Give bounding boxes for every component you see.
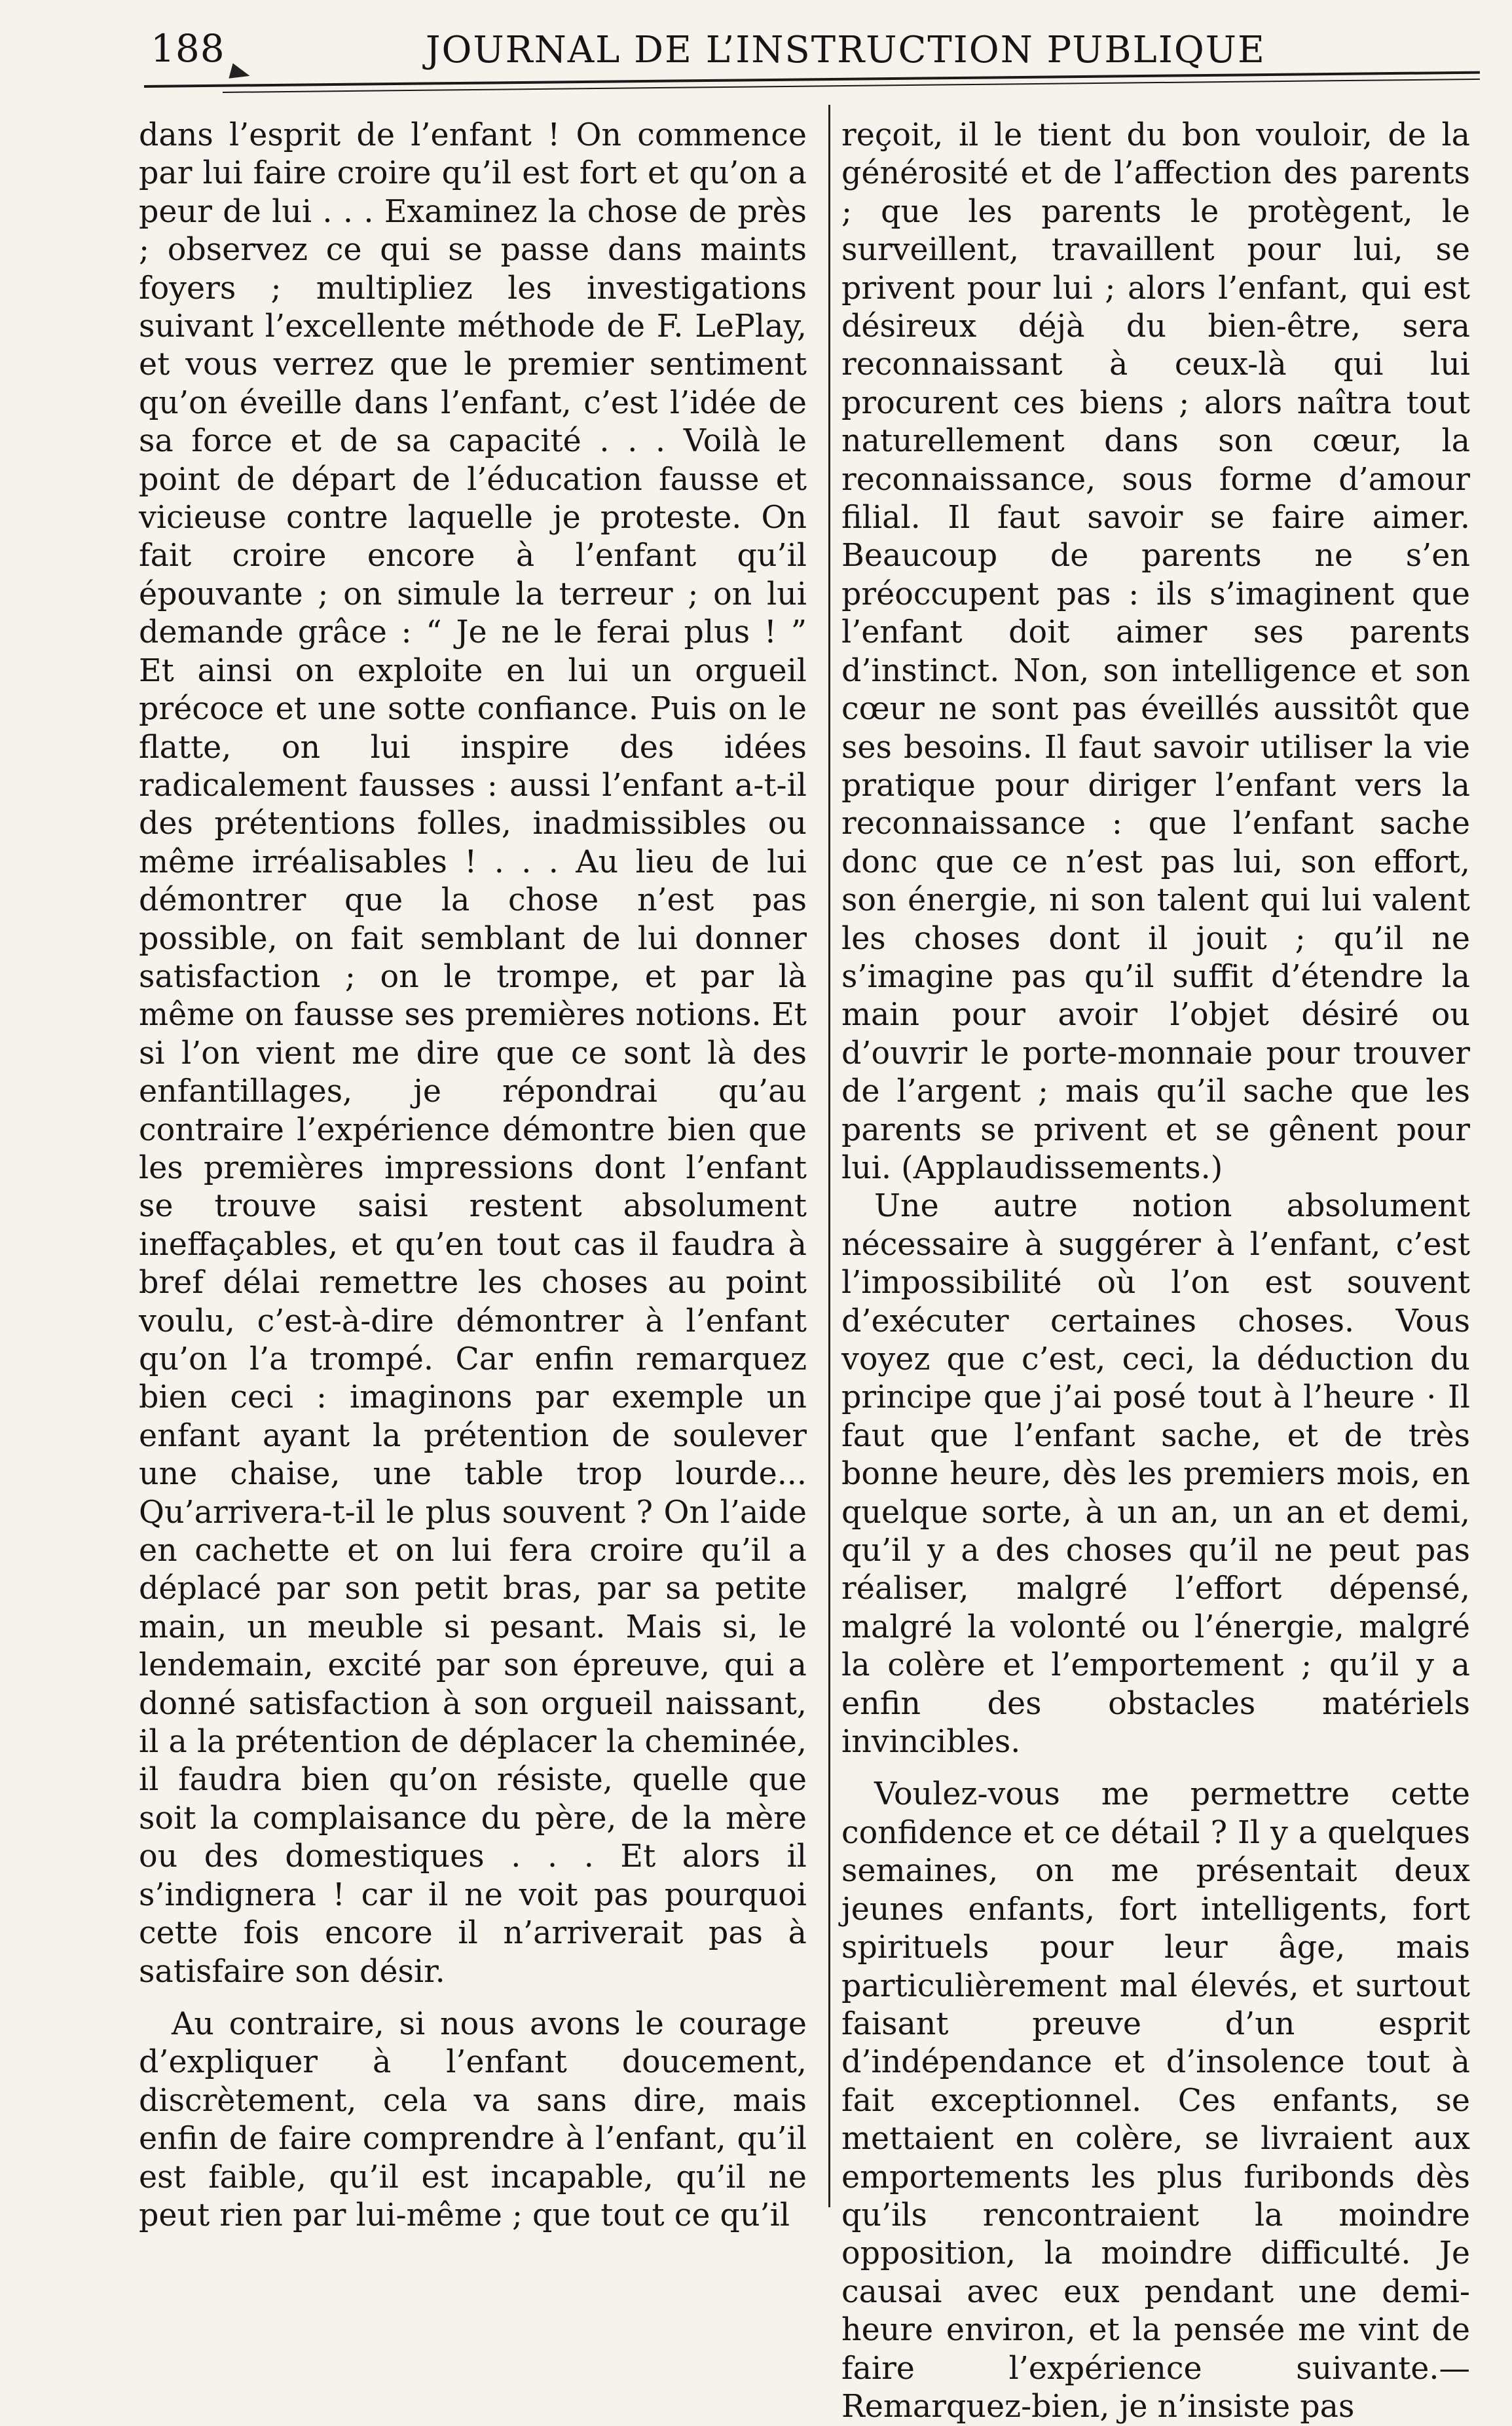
running-title: JOURNAL DE L’INSTRUCTION PUBLIQUE bbox=[426, 29, 1266, 71]
paragraph: Voulez-vous me permettre cette confidence et ce détail ? Il y a quelques semaines, on me présentait deux jeunes enfants, fort intelligents, fort spirituels pour leur âge, mais particulièrement mal élevés, et surtout faisant preuve d’un esprit d’indépendance et d’insolence tout à fait exceptionnel. Ces enfants, se mettaient en colère, se livraient aux emportements les plus furibonds dès qu’ils rencontraient la moindre opposition, la moindre difficulté. Je causai avec eux pendant une demi-heure environ, et la pensée me vint de faire l’expérience suivante.—Remarquez-bien, je n’insiste pas bbox=[841, 1776, 1470, 2425]
page-header bbox=[151, 20, 1329, 79]
paragraph: Au contraire, si nous avons le courage d’expliquer à l’enfant doucement, discrètement, cela va sans dire, mais enfin de faire comprendre à l’enfant, qu’il est faible, qu’il est incapable, qu’il ne peut rien par lui-même ; que tout ce qu’il bbox=[139, 2006, 807, 2233]
paragraph: reçoit, il le tient du bon vouloir, de la générosité et de l’affection des parents ; que les parents le protègent, le surveillent, travaillent pour lui, se privent pour lui ; alors l’enfant, qui est désireux déjà du bien-être, sera reconnaissant à ceux-là qui lui procurent ces biens ; alors naîtra tout naturellement dans son cœur, la reconnaissance, sous forme d’amour filial. Il faut savoir se faire aimer. Beaucoup de parents ne s’en préoccupent pas : ils s’imaginent que l’enfant doit aimer ses parents d’instinct. Non, son intelligence et son cœur ne sont pas éveillés aussitôt que ses besoins. Il faut savoir utiliser la vie pratique pour diriger l’enfant vers la reconnaissance : que l’enfant sache donc que ce n’est pas lui, son effort, son énergie, ni son talent qui lui valent les choses dont il jouit ; qu’il ne s’imagine pas qu’il suffit d’étendre la main pour avoir l’objet désiré ou d’ouvrir le porte-monnaie pour trouver de l’argent ; mais qu’il sache que les parents se privent et se gênent pour lui. (Applaudissements.) bbox=[841, 117, 1470, 1186]
left-column bbox=[139, 117, 807, 2235]
right-column bbox=[841, 117, 1470, 2426]
page-number: 188 bbox=[151, 26, 225, 71]
column-divider bbox=[828, 105, 830, 2207]
header-rule-thin bbox=[223, 79, 1480, 93]
paragraph: Une autre notion absolument nécessaire à suggérer à l’enfant, c’est l’impossibilité où l’on est souvent d’exécuter certaines choses. Vous voyez que c’est, ceci, la déduction du principe que j’ai posé tout à l’heure · Il faut que l’enfant sache, et de très bonne heure, dès les premiers mois, en quelque sorte, à un an, un an et demi, qu’il y a des choses qu’il ne peut pas réaliser, malgré l’effort dépensé, malgré la volonté ou l’énergie, malgré la colère et l’emportement ; qu’il y a enfin des obstacles matériels invincibles. bbox=[841, 1188, 1470, 1761]
paragraph: dans l’esprit de l’enfant ! On commence par lui faire croire qu’il est fort et qu’on a peur de lui . . . Examinez la chose de près ; observez ce qui se passe dans maints foyers ; multipliez les investigations suivant l’excellente méthode de F. LePlay, et vous verrez que le premier sentiment qu’on éveille dans l’enfant, c’est l’idée de sa force et de sa capacité . . . Voilà le point de départ de l’éducation fausse et vicieuse contre laquelle je proteste. On fait croire encore à l’enfant qu’il épouvante ; on simule la terreur ; on lui demande grâce : “ Je ne le ferai plus ! ” Et ainsi on exploite en lui un orgueil précoce et une sotte confiance. Puis on le flatte, on lui inspire des idées radicalement fausses : aussi l’enfant a-t-il des prétentions folles, inadmissibles ou même irréalisables ! . . . Au lieu de lui démontrer que la chose n’est pas possible, on fait semblant de lui donner satisfaction ; on le trompe, et par là même on fausse ses premières notions. Et si l’on vient me dire que ce sont là des enfantillages, je répondrai qu’au contraire l’expérience démontre bien que les premières impressions dont l’enfant se trouve saisi restent absolument ineffaçables, et qu’en tout cas il faudra à bref délai remettre les choses au point voulu, c’est-à-dire démontrer à l’enfant qu’on l’a trompé. Car enfin remarquez bien ceci : imaginons par exemple un enfant ayant la prétention de soulever une chaise, une table trop lourde... Qu’arrivera-t-il le plus souvent ? On l’aide en cachette et on lui fera croire qu’il a déplacé par son petit bras, par sa petite main, un meuble si pesant. Mais si, le lendemain, excité par son épreuve, qui a donné satisfaction à son orgueil naissant, il a la prétention de déplacer la cheminée, il faudra bien qu’on résiste, quelle que soit la complaisance du père, de la mère ou des domestiques . . . Et alors il s’indignera ! car il ne voit pas pourquoi cette fois encore il n’arriverait pas à satisfaire son désir. bbox=[139, 117, 807, 1990]
